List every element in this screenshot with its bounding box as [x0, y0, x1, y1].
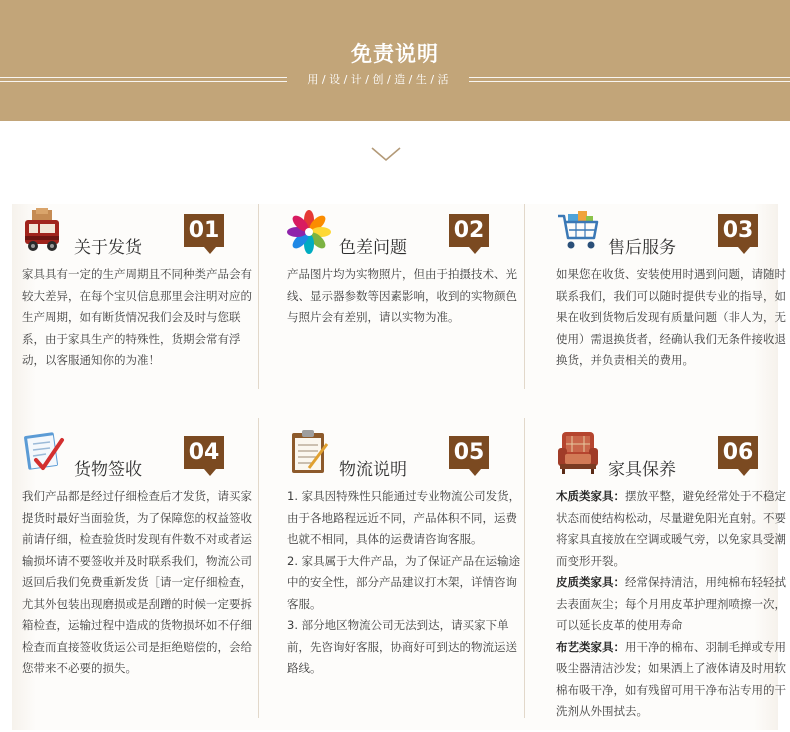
card-title: 售后服务: [608, 238, 676, 258]
number-badge: 04: [184, 436, 224, 469]
care-text: 摆放平整，避免经常处于不稳定状态而使结构松动，尽量避免阳光直射。不要将家具直接放在空调或暖气旁，以免家具受潮而变形开裂。: [556, 489, 786, 568]
card-text: [556, 486, 790, 723]
logistics-item: 3. 部分地区物流公司无法到达，请买家下单前，先咨询好客服，协商好可到达的物流运送路线。: [287, 618, 517, 675]
card-title: 家具保养: [608, 460, 676, 480]
care-item-wood: [556, 486, 790, 572]
column-divider: [524, 418, 525, 718]
card-title: 货物签收: [74, 460, 142, 480]
care-label: 皮质类家具：: [556, 575, 625, 589]
number-badge: 06: [718, 436, 758, 469]
card-after-sales: [556, 208, 790, 458]
card-goods-receipt: [22, 430, 258, 680]
card-text: 家具具有一定的生产周期且不同种类产品会有较大差异，在每个宝贝信息那里会注明对应的生产周期，如有断货情况我们会及时与您联系，由于家具生产的特殊性，货期会常有浮动，以客服通知你的为准！: [22, 267, 252, 367]
divider-line: [469, 81, 790, 82]
number-badge: 02: [449, 214, 489, 247]
card-text: 产品图片均为实物照片，但由于拍摄技术、光线、显示器参数等因素影响，收到的实物颜色与照片会有差别，请以实物为准。: [287, 267, 517, 324]
card-text: 如果您在收货、安装使用时遇到问题，请随时联系我们，我们可以随时提供专业的指导，如果在收到货物后发现有质量问题（非人为，无使用）需退换货者，经确认我们无条件接收退换货，并负责相关的费用。: [556, 267, 786, 367]
care-text: 用干净的棉布、羽制毛掸或专用吸尘器清洁沙发；如果洒上了液体请及时用软棉布吸干净，如有残留可用干净布沾专用的干洗剂从外围拭去。: [556, 639, 786, 718]
page-title: 免责说明: [351, 42, 439, 66]
divider-line: [0, 77, 287, 78]
column-divider: [524, 204, 525, 389]
card-furniture-care: [556, 430, 790, 718]
number-badge: 03: [718, 214, 758, 247]
column-divider: [258, 204, 259, 389]
number-badge: 05: [449, 436, 489, 469]
card-logistics: [287, 430, 523, 680]
clipboard-icon: [287, 430, 331, 476]
color-wheel-icon: [287, 208, 331, 254]
checklist-icon: [22, 430, 66, 476]
delivery-truck-icon: [22, 208, 66, 254]
divider-line: [0, 81, 287, 82]
card-text: 我们产品都是经过仔细检查后才发货，请买家提货时最好当面验货，为了保障您的权益签收前请仔细，检查验货时发现有件数不对或者运输损坏请不要签收并及时联系我们，物流公司返回后我们免费重新发货［请一定仔细检查，尤其外包装出现磨损或是刮蹭的时候一定要拆箱检查，运输过程中造成的货物损坏如不仔细检查而直接签收货运公司是拒绝赔偿的，会给您带来不必要的损失。: [22, 489, 252, 675]
header-banner: [0, 0, 790, 121]
shopping-cart-icon: [556, 208, 600, 254]
chevron-down-icon: [371, 146, 401, 162]
column-divider: [258, 418, 259, 718]
care-item-fabric: [556, 637, 790, 723]
number-badge: 01: [184, 214, 224, 247]
page-subtitle: 用 / 设 / 计 / 创 / 造 / 生 / 活: [307, 73, 449, 86]
logistics-item: 1. 家具因特殊性只能通过专业物流公司发货，由于各地路程远近不同，产品体积不同，运费也就不相同，具体的运费请咨询客服。: [287, 489, 521, 546]
card-color-difference: [287, 208, 523, 458]
card-delivery: [22, 208, 258, 458]
care-item-leather: [556, 572, 790, 637]
divider-line: [469, 77, 790, 78]
card-title: 物流说明: [339, 460, 407, 480]
logistics-item: 2. 家具属于大件产品，为了保证产品在运输途中的安全性，部分产品建议打木架，详情咨询客服。: [287, 553, 521, 611]
care-text: 经常保持清洁，用纯棉布轻轻拭去表面灰尘；每个月用皮革护理剂喷擦一次，可以延长皮革的使用寿命: [556, 575, 786, 632]
card-text: [287, 486, 523, 680]
care-label: 木质类家具：: [556, 489, 625, 503]
card-title: 色差问题: [339, 238, 407, 258]
card-title: 关于发货: [74, 238, 142, 258]
care-label: 布艺类家具：: [556, 639, 625, 654]
armchair-icon: [556, 430, 600, 476]
